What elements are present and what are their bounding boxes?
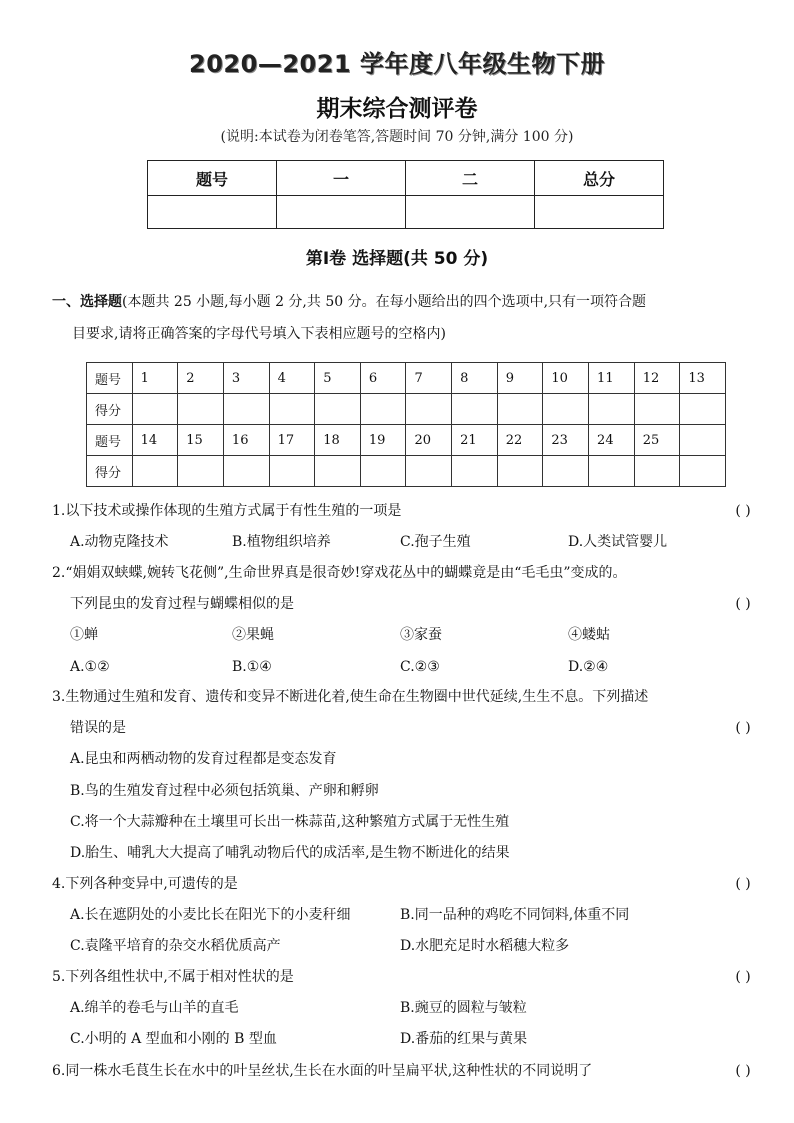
option-b: B.鸟的生殖发育过程中必须包括筑巢、产卵和孵卵	[70, 783, 379, 799]
answer-cell[interactable]	[634, 394, 680, 425]
answer-label-number: 题号	[87, 425, 133, 456]
answer-cell[interactable]	[178, 394, 224, 425]
answer-row-number	[87, 425, 726, 456]
question-number-cell: 21	[452, 425, 498, 456]
answer-blank[interactable]: ( )	[735, 503, 751, 519]
instructions-text: (本题共 25 小题,每小题 2 分,共 50 分。在每小题给出的四个选项中,只有一项符合题	[122, 294, 647, 310]
score-table	[147, 160, 664, 229]
option-a: A.昆虫和两栖动物的发育过程都是变态发育	[70, 751, 337, 767]
section-instructions	[52, 286, 762, 350]
score-header-part1: 一	[277, 161, 406, 196]
question-stem-continued: 错误的是	[70, 720, 126, 736]
question-stem: 4.下列各种变异中,可遗传的是	[52, 876, 238, 892]
question-number-cell: 13	[680, 363, 726, 394]
section-title: 第Ⅰ卷 选择题(共 50 分)	[305, 249, 489, 269]
answer-blank[interactable]: ( )	[735, 876, 751, 892]
answer-cell[interactable]	[634, 456, 680, 487]
answer-blank[interactable]: ( )	[735, 969, 751, 985]
answer-cell[interactable]	[452, 456, 498, 487]
answer-cell[interactable]	[406, 394, 452, 425]
answer-blank[interactable]: ( )	[735, 1063, 751, 1079]
answer-cell[interactable]	[223, 456, 269, 487]
answer-grid	[86, 362, 726, 487]
answer-row-score	[87, 456, 726, 487]
option-d: D.番茄的红果与黄果	[400, 1031, 528, 1047]
answer-cell[interactable]	[406, 456, 452, 487]
option-c: C.孢子生殖	[400, 534, 471, 550]
answer-label-score: 得分	[87, 456, 133, 487]
question-number-cell: 5	[315, 363, 361, 394]
answer-cell[interactable]	[589, 456, 635, 487]
answer-label-number: 题号	[87, 363, 133, 394]
answer-row-number	[87, 363, 726, 394]
option-b: B.植物组织培养	[232, 534, 331, 550]
question-stem: 6.同一株水毛茛生长在水中的叶呈丝状,生长在水面的叶呈扁平状,这种性状的不同说明了	[52, 1063, 593, 1079]
option-c: C.袁隆平培育的杂交水稻优质高产	[70, 938, 281, 954]
score-cell[interactable]	[406, 196, 535, 229]
answer-blank[interactable]: ( )	[735, 596, 751, 612]
option-b: B.①④	[232, 659, 272, 675]
statement-2: ②果蝇	[232, 627, 274, 643]
question-number-cell: 8	[452, 363, 498, 394]
score-header-part2: 二	[406, 161, 535, 196]
answer-cell[interactable]	[589, 394, 635, 425]
answer-blank[interactable]: ( )	[735, 720, 751, 736]
option-d: D.人类试管婴儿	[568, 534, 668, 550]
option-d: D.水肥充足时水稻穗大粒多	[400, 938, 570, 954]
question-number-cell: 19	[360, 425, 406, 456]
option-c: C.小明的 A 型血和小刚的 B 型血	[70, 1031, 277, 1047]
question-number-cell: 3	[223, 363, 269, 394]
question-number-cell: 20	[406, 425, 452, 456]
answer-cell[interactable]	[269, 394, 315, 425]
option-b: B.豌豆的圆粒与皱粒	[400, 1000, 527, 1016]
answer-cell[interactable]	[497, 394, 543, 425]
answer-cell[interactable]	[223, 394, 269, 425]
question-number-cell: 2	[178, 363, 224, 394]
answer-row-score	[87, 394, 726, 425]
option-c: C.将一个大蒜瓣种在土壤里可长出一株蒜苗,这种繁殖方式属于无性生殖	[70, 814, 510, 830]
statement-3: ③家蚕	[400, 627, 442, 643]
answer-cell[interactable]	[178, 456, 224, 487]
option-d: D.胎生、哺乳大大提高了哺乳动物后代的成活率,是生物不断进化的结果	[70, 845, 510, 861]
question-number-cell: 4	[269, 363, 315, 394]
score-header-number: 题号	[148, 161, 277, 196]
option-b: B.同一品种的鸡吃不同饲料,体重不同	[400, 907, 630, 923]
option-a: A.长在遮阴处的小麦比长在阳光下的小麦秆细	[70, 907, 351, 923]
statement-4: ④蝼蛄	[568, 627, 610, 643]
question-number-cell: 24	[589, 425, 635, 456]
question-stem: 1.以下技术或操作体现的生殖方式属于有性生殖的一项是	[52, 503, 402, 519]
answer-cell[interactable]	[543, 394, 589, 425]
instructions-lead: 一、选择题	[52, 294, 122, 310]
option-d: D.②④	[568, 659, 609, 675]
score-cell[interactable]	[535, 196, 664, 229]
answer-cell[interactable]	[497, 456, 543, 487]
question-stem: 3.生物通过生殖和发育、遗传和变异不断进化着,使生命在生物圈中世代延续,生生不息。下列描述	[52, 689, 649, 705]
answer-cell[interactable]	[680, 394, 726, 425]
option-a: A.①②	[70, 659, 110, 675]
answer-cell[interactable]	[452, 394, 498, 425]
question-number-cell: 17	[269, 425, 315, 456]
answer-cell[interactable]	[360, 456, 406, 487]
exam-title: 2020—2021 学年度八年级生物下册	[189, 50, 605, 78]
option-a: A.绵羊的卷毛与山羊的直毛	[70, 1000, 239, 1016]
question-number-cell	[680, 425, 726, 456]
answer-cell[interactable]	[132, 394, 178, 425]
question-number-cell: 25	[634, 425, 680, 456]
question-stem: 5.下列各组性状中,不属于相对性状的是	[52, 969, 294, 985]
score-cell[interactable]	[148, 196, 277, 229]
question-number-cell: 22	[497, 425, 543, 456]
answer-cell[interactable]	[132, 456, 178, 487]
question-number-cell: 1	[132, 363, 178, 394]
question-stem-continued: 下列昆虫的发育过程与蝴蝶相似的是	[70, 596, 294, 612]
answer-cell[interactable]	[543, 456, 589, 487]
question-number-cell: 6	[360, 363, 406, 394]
answer-cell[interactable]	[315, 456, 361, 487]
question-number-cell: 23	[543, 425, 589, 456]
question-number-cell: 15	[178, 425, 224, 456]
question-number-cell: 14	[132, 425, 178, 456]
answer-cell[interactable]	[315, 394, 361, 425]
exam-subtitle: 期末综合测评卷	[316, 96, 478, 122]
score-header-total: 总分	[535, 161, 664, 196]
option-a: A.动物克隆技术	[70, 534, 169, 550]
question-number-cell: 9	[497, 363, 543, 394]
answer-cell[interactable]	[680, 456, 726, 487]
option-c: C.②③	[400, 659, 440, 675]
answer-label-score: 得分	[87, 394, 133, 425]
question-number-cell: 18	[315, 425, 361, 456]
question-number-cell: 12	[634, 363, 680, 394]
exam-note: (说明:本试卷为闭卷笔答,答题时间 70 分钟,满分 100 分)	[220, 129, 574, 145]
question-number-cell: 10	[543, 363, 589, 394]
question-number-cell: 16	[223, 425, 269, 456]
question-number-cell: 11	[589, 363, 635, 394]
score-cell[interactable]	[277, 196, 406, 229]
answer-cell[interactable]	[269, 456, 315, 487]
question-stem: 2.“娟娟双蛱蝶,婉转飞花侧”,生命世界真是很奇妙!穿戏花丛中的蝴蝶竟是由“毛毛虫”变成的。	[52, 565, 627, 581]
question-number-cell: 7	[406, 363, 452, 394]
instructions-text-continued: 目要求,请将正确答案的字母代号填入下表相应题号的空格内)	[72, 326, 446, 342]
statement-1: ①蝉	[70, 627, 98, 643]
answer-cell[interactable]	[360, 394, 406, 425]
